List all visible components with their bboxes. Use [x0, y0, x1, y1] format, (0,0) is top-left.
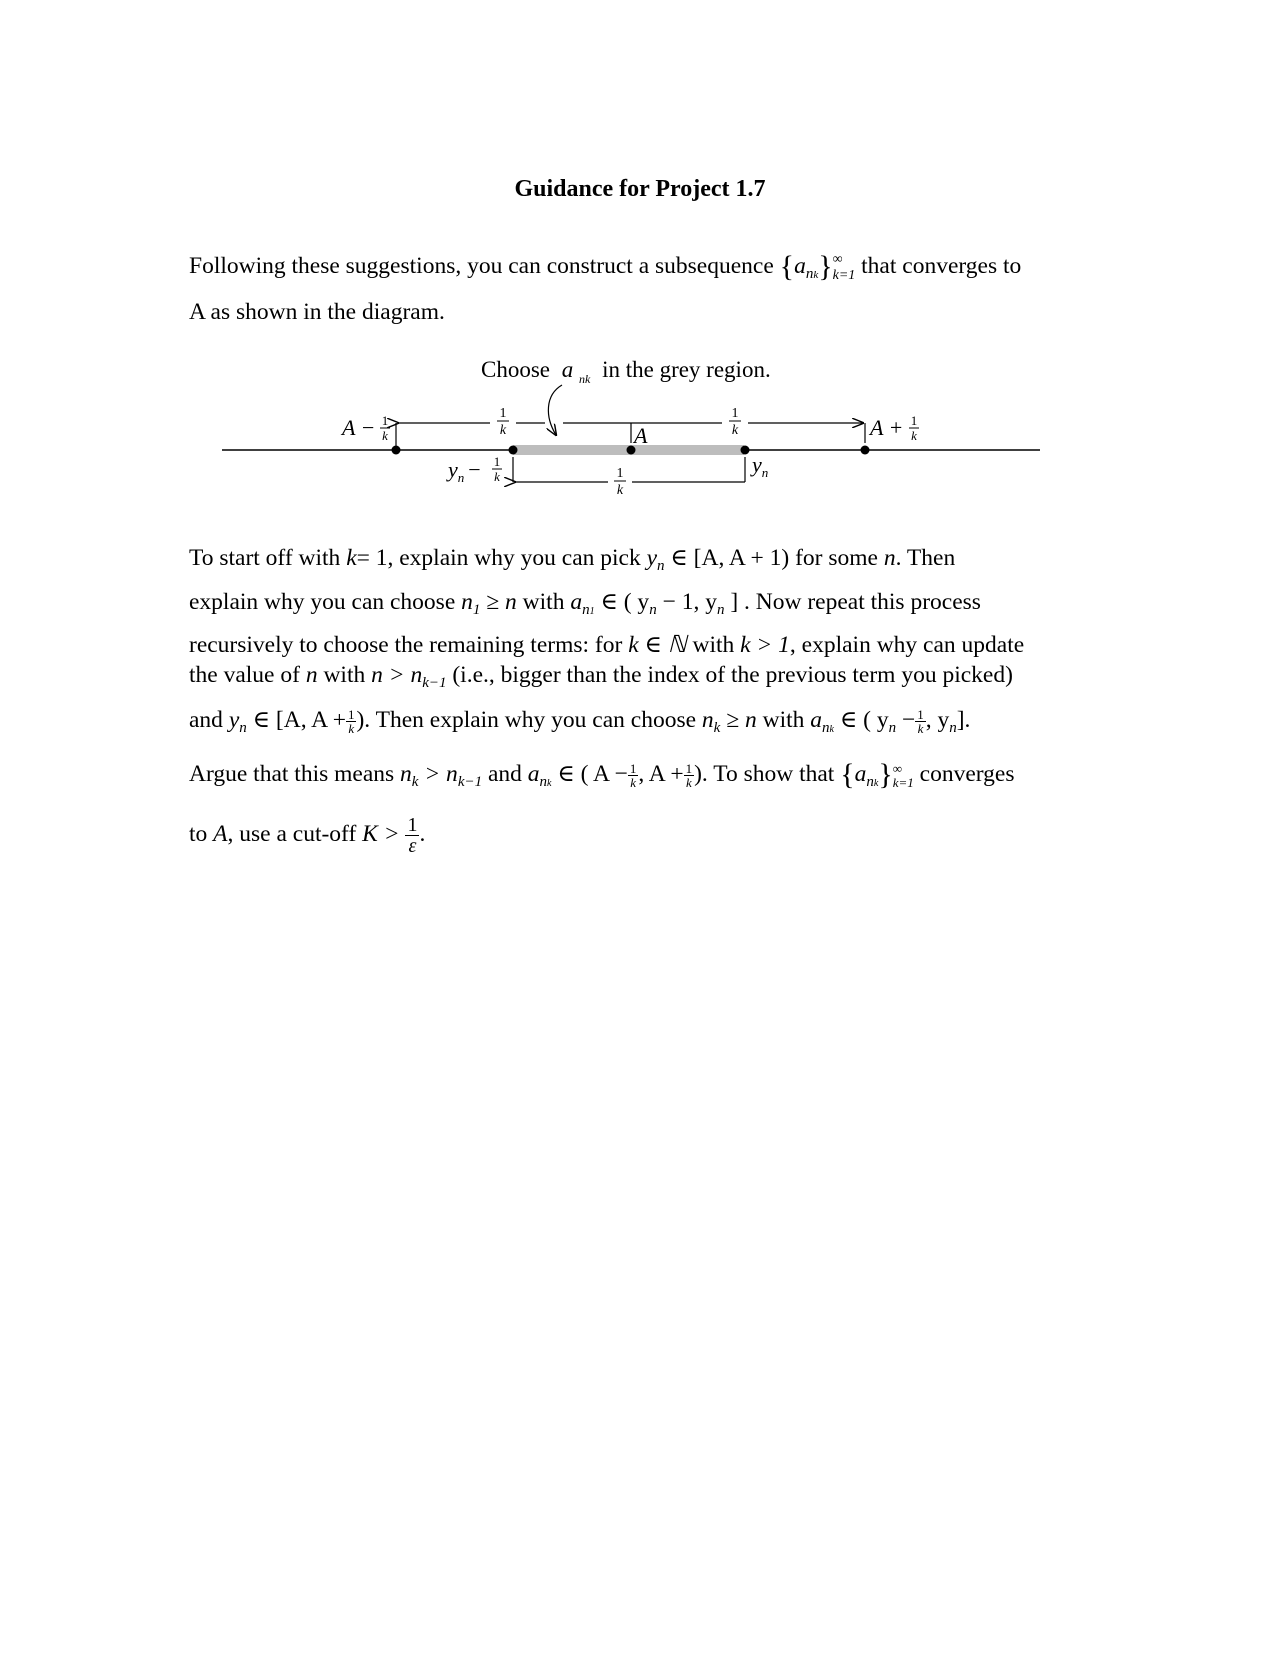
body-line-2: explain why you can choose $n_1 \ge n$ with $a_{n1}$ ∈ ( $y_n - 1$, $y_n$ ] . Now repeat this process [189, 589, 981, 618]
point-a-plus [861, 446, 870, 455]
frac-label-a-minus [380, 413, 390, 443]
svg-text:1: 1 [616, 466, 624, 481]
svg-text:1: 1 [499, 406, 507, 421]
frac-label-a-plus [909, 413, 919, 443]
svg-text:k: k [382, 428, 388, 443]
svg-text:k: k [616, 483, 624, 498]
frac-upper-left [497, 406, 509, 438]
sequence-sub: n [805, 266, 814, 282]
svg-text:k: k [731, 423, 739, 438]
label-a: A [634, 423, 648, 448]
frac-lower [614, 466, 626, 498]
frac-label-yn-minus [492, 454, 502, 484]
point-yn [741, 446, 750, 455]
intro-text: Following these suggestions, you can construct a subsequence [189, 253, 774, 279]
sequence-brace-close: } [818, 250, 833, 283]
body-line-1: To start off with k= 1, explain why you can pick $y_n$ ∈ [A, A + 1) for some n. Then [189, 545, 956, 574]
point-yn-minus [509, 446, 518, 455]
body-paragraph [189, 540, 1089, 862]
body-line-7: to A, use a cut-off K > $\frac{1}{\varepsilon}$ . [189, 814, 426, 858]
sequence-lower: k=1 [832, 267, 856, 283]
svg-text:k: k [911, 428, 917, 443]
caption-pointer-arrow [548, 385, 562, 435]
svg-text:1: 1 [910, 413, 918, 428]
page-title: Guidance for Project 1.7 [514, 176, 766, 202]
svg-text:k: k [494, 469, 500, 484]
sequence-var: a [794, 253, 806, 279]
label-a-minus: A − [342, 415, 376, 440]
frac-upper-right [729, 406, 741, 438]
label-a-plus: A + [870, 415, 904, 440]
body-line-5: and $y_n$ ∈ [A, A + $\frac{1}{k}$ ). Then explain why you can choose $n_k \ge n$ with $a_{nk}$ ∈ ( $y_n$ − $\frac{1}{k}$ , $y_n$]. [189, 707, 971, 737]
intro-line-2: A as shown in the diagram. [189, 299, 445, 325]
body-line-6: Argue that this means $n_k > n_{k-1}$ and $a_{nk}$ ∈ ( A − $\frac{1}{k}$ , A + $\frac{1}{k}$ ). To show that $\{a_{nk}\}$ ∞ k=1 converges [189, 758, 1015, 791]
body-line-4: the value of n with $n > n_{k-1}$ (i.e., bigger than the index of the previous term you picked) [189, 662, 1013, 691]
label-yn: $y_n$ [752, 452, 769, 480]
svg-text:1: 1 [493, 454, 501, 469]
intro-tail: that converges to [861, 253, 1022, 279]
cutoff-fraction: $\frac{1}{\varepsilon}$ [407, 814, 418, 858]
svg-text:1: 1 [731, 406, 739, 421]
sequence-brace-open: { [779, 250, 795, 283]
svg-text:1: 1 [381, 413, 389, 428]
intro-paragraph [189, 248, 1089, 331]
diagram-caption: Choose a $_{nk}$ in the grey region. [481, 357, 771, 386]
number-line-diagram [0, 345, 1280, 505]
body-line-3: recursively to choose the remaining terms: for k ∈ ℕ with k > 1, explain why can update [189, 632, 1025, 658]
sequence-subsub: k [813, 269, 819, 281]
sequence-sup: ∞ [832, 251, 843, 267]
svg-text:k: k [499, 423, 507, 438]
intro-line-1 [189, 248, 1089, 294]
label-yn-minus: $y_n$ − [448, 457, 481, 485]
